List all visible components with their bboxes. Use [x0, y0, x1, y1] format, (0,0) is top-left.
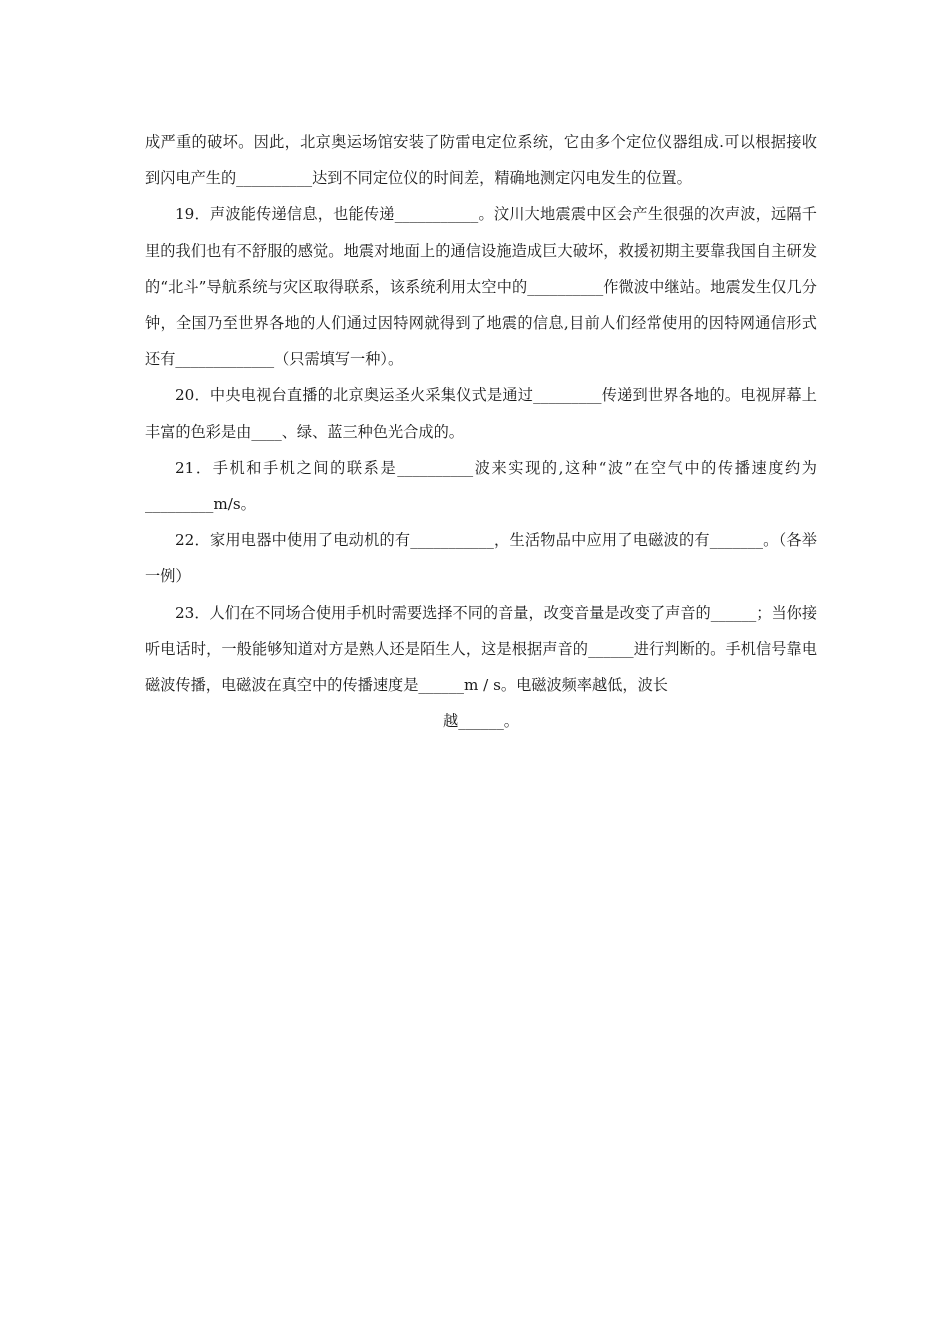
question-23: 23．人们在不同场合使用手机时需要选择不同的音量，改变音量是改变了声音的______；当你接听电话时，一般能够知道对方是熟人还是陌生人，这是根据声音的______进行判断的。手机信号靠电磁波传播，电磁波在真空中的传播速度是______m / s。电磁波频率越低，波长 — [145, 603, 818, 695]
question-22: 22．家用电器中使用了电动机的有___________，生活物品中应用了电磁波的有_______。（各举一例） — [145, 531, 817, 586]
question-21: 21．手机和手机之间的联系是__________波来实现的,这种“波”在空气中的传播速度约为_________m/s。 — [145, 458, 817, 514]
document-body — [145, 124, 817, 739]
paragraph-q18-continued: 成严重的破坏。因此，北京奥运场馆安装了防雷电定位系统，它由多个定位仪器组成.可以根据接收到闪电产生的__________达到不同定位仪的时间差，精确地测定闪电发生的位置。 — [145, 133, 817, 188]
question-20: 20．中央电视台直播的北京奥运圣火采集仪式是通过_________传递到世界各地的。电视屏幕上丰富的色彩是由____、绿、蓝三种色光合成的。 — [145, 386, 817, 441]
question-23-ending: 越______。 — [443, 712, 519, 731]
question-19: 19．声波能传递信息，也能传递___________。汶川大地震震中区会产生很强的次声波，远隔千里的我们也有不舒服的感觉。地震对地面上的通信设施造成巨大破坏，救援初期主要靠我国自主研发的“北斗”导航系统与灾区取得联系，该系统利用太空中的__________作微波中继站。地震发生仅几分钟，全国乃至世界各地的人们通过因特网就得到了地震的信息,目前人们经常使用的因特网通信形式还有_____________（只需填写一种）。 — [145, 205, 817, 369]
